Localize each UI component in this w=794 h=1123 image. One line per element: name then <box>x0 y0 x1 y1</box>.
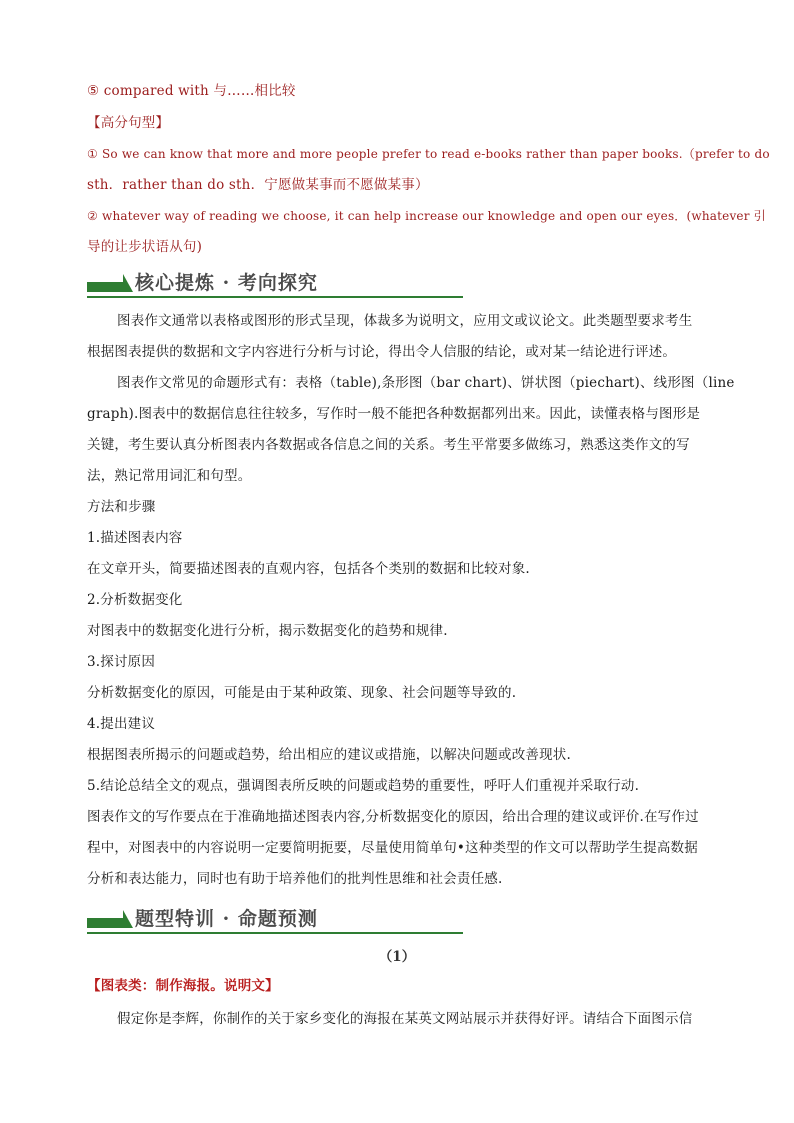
banner-bar-icon <box>87 282 123 292</box>
methods-heading: 方法和步骤 <box>87 499 156 515</box>
sentence-1-line-2: sth．rather than do sth．宁愿做某事而不愿做某事） <box>87 177 429 193</box>
question-number: （1） <box>378 949 416 965</box>
summary-line-1: 图表作文的写作要点在于准确地描述图表内容,分析数据变化的原因，给出合理的建议或评价.在写作过 <box>87 809 699 825</box>
step-3-title: 3.探讨原因 <box>87 654 156 670</box>
step-1-text: 在文章开头，简要描述图表的直观内容，包括各个类别的数据和比较对象. <box>87 561 530 577</box>
sentence-1-line-1: ① So we can know that more and more people prefer to read e-books rather than paper books.（prefer to do <box>87 147 770 161</box>
sentence-2-line-1: ② whatever way of reading we choose, it can help increase our knowledge and open our eyes．(whatever 引 <box>87 209 766 223</box>
banner-underline <box>87 932 463 934</box>
step-5: 5.结论总结全文的观点，强调图表所反映的问题或趋势的重要性，呼吁人们重视并采取行动. <box>87 778 640 794</box>
paragraph-1-line-1: 图表作文通常以表格或图形的形式呈现，体裁多为说明文，应用文或议论文。此类题型要求考生 <box>117 313 693 329</box>
sentence-2-line-2: 导的让步状语从句) <box>87 239 203 255</box>
prompt-line-1: 假定你是李辉，你制作的关于家乡变化的海报在某英文网站展示并获得好评。请结合下面图示信 <box>117 1011 693 1027</box>
summary-line-3: 分析和表达能力，同时也有助于培养他们的批判性思维和社会责任感. <box>87 871 503 887</box>
banner-triangle-icon <box>123 274 133 292</box>
step-3-text: 分析数据变化的原因，可能是由于某种政策、现象、社会问题等导致的. <box>87 685 517 701</box>
step-2-text: 对图表中的数据变化进行分析，揭示数据变化的趋势和规律. <box>87 623 448 639</box>
paragraph-2-line-1: 图表作文常见的命题形式有：表格（table),条形图（bar chart)、饼状图（piechart)、线形图（line <box>117 375 735 391</box>
step-1-title: 1.描述图表内容 <box>87 530 183 546</box>
banner-triangle-icon <box>123 910 133 928</box>
step-2-title: 2.分析数据变化 <box>87 592 183 608</box>
banner-underline <box>87 296 463 298</box>
section-title: 题型特训 · 命题预测 <box>135 908 318 930</box>
vocab-item-5: ⑤ compared with 与……相比较 <box>87 83 296 99</box>
step-4-text: 根据图表所揭示的问题或趋势，给出相应的建议或措施，以解决问题或改善现状. <box>87 747 571 763</box>
section-banner-practice <box>87 902 463 934</box>
summary-line-2: 程中，对图表中的内容说明一定要简明扼要，尽量使用简单句•这种类型的作文可以帮助学生提高数据 <box>87 840 698 856</box>
banner-bar-icon <box>87 918 123 928</box>
paragraph-1-line-2: 根据图表提供的数据和文字内容进行分析与讨论，得出令人信服的结论，或对某一结论进行评述。 <box>87 344 677 360</box>
paragraph-2-line-2: graph).图表中的数据信息往往较多，写作时一般不能把各种数据都列出来。因此，读懂表格与图形是 <box>87 406 701 422</box>
step-4-title: 4.提出建议 <box>87 716 156 732</box>
section-banner-core <box>87 266 463 298</box>
question-type-tag: 【图表类：制作海报。说明文】 <box>87 978 279 994</box>
paragraph-2-line-3: 关键，考生要认真分析图表内各数据或各信息之间的关系。考生平常要多做练习，熟悉这类作文的写 <box>87 437 690 453</box>
section-title: 核心提炼 · 考向探究 <box>135 272 318 294</box>
high-score-heading: 【高分句型】 <box>87 115 170 131</box>
paragraph-2-line-4: 法，熟记常用词汇和句型。 <box>87 468 252 484</box>
